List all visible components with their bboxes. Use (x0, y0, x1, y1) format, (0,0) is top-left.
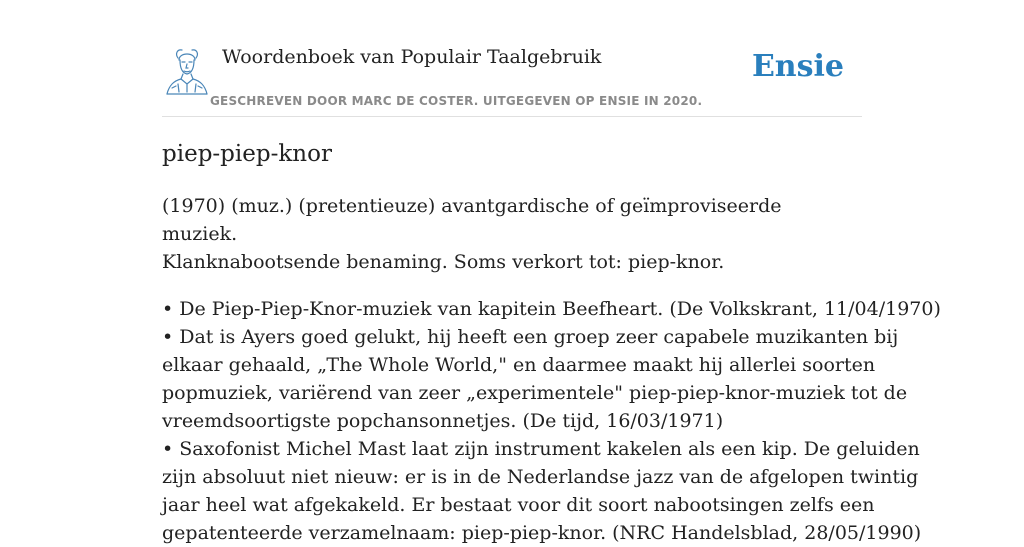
author-portrait-icon[interactable] (164, 46, 210, 96)
entry-content (162, 136, 941, 547)
ensie-logo[interactable]: Ensie (751, 49, 844, 84)
example-line: elkaar gehaald, „The Whole World," en daarmee maakt hij allerlei soorten (162, 354, 876, 376)
example-line: jaar heel wat afgekakeld. Er bestaat voor dit soort nabootsingen zelfs een (162, 494, 875, 516)
example-line: gepatenteerde verzamelnaam: piep-piep-knor. (NRC Handelsblad, 28/05/1990) (162, 522, 922, 544)
example-line: vreemdsoortigste popchansonnetjes. (De tijd, 16/03/1971) (162, 410, 724, 432)
entry-definition (162, 192, 862, 276)
definition-line: (1970) (muz.) (pretentieuze) avantgardische of geïmproviseerde muziek. (162, 195, 782, 245)
example-line: • Dat is Ayers goed gelukt, hij heeft een groep zeer capabele muzikanten bij (162, 326, 899, 348)
definition-line: Klanknabootsende benaming. Soms verkort tot: piep-knor. (162, 251, 725, 273)
entry-examples (162, 295, 941, 547)
example-line: • De Piep-Piep-Knor-muziek van kapitein Beefheart. (De Volkskrant, 11/04/1970) (162, 298, 941, 320)
example-line: zijn absoluut niet nieuw: er is in de Nederlandse jazz van de afgelopen twintig (162, 466, 919, 488)
example-line: popmuziek, variërend van zeer „experimentele" piep-piep-knor-muziek tot de (162, 382, 908, 404)
entry-term: piep-piep-knor (162, 141, 332, 167)
page-header (162, 40, 862, 117)
example-line: • Saxofonist Michel Mast laat zijn instrument kakelen als een kip. De geluiden (162, 438, 920, 460)
byline: GESCHREVEN DOOR MARC DE COSTER. UITGEGEVEN OP ENSIE IN 2020. (210, 94, 703, 108)
book-title-link[interactable]: Woordenboek van Populair Taalgebruik (222, 46, 602, 68)
